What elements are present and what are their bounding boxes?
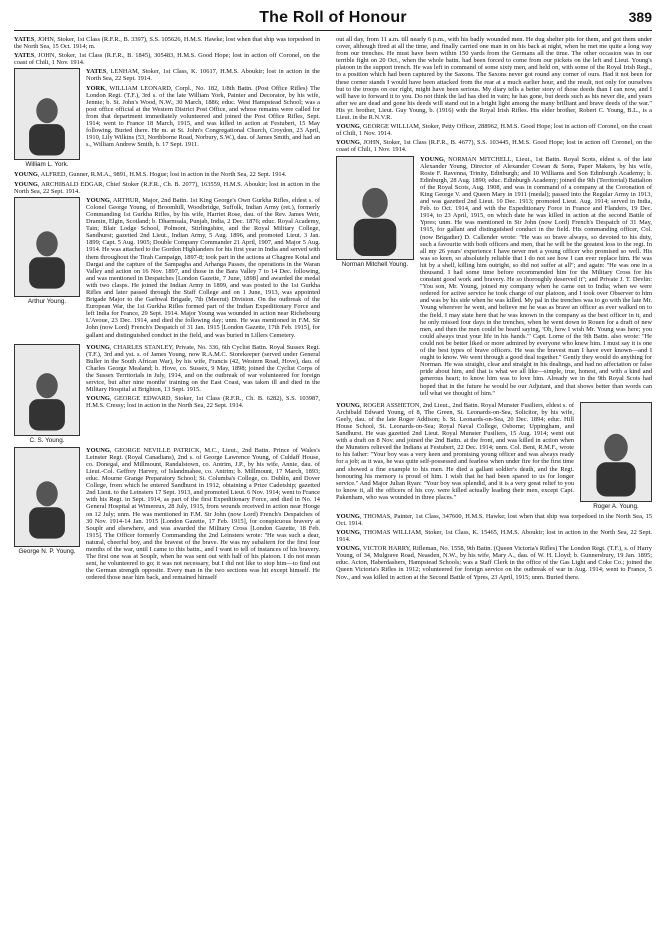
portrait-photo-roger xyxy=(580,402,652,502)
george-photo-wrap xyxy=(14,447,80,584)
george-text-flow xyxy=(86,447,320,584)
portrait-icon xyxy=(25,469,70,545)
entry-yates-john-1: YATES, JOHN, Stoker, 1st Class (R.F.R., B. 3397), S.S. 105626, H.M.S. Hawke; lost when that ship was torpedoed in the North Sea, 15 Oct. 1914; m. xyxy=(14,36,320,51)
entry-york-william: YORK, WILLIAM LEONARD, Corpl., No. 182, 1/8th Battn. (Post Office Rifles) The London Regt. (T.F.), 3rd s. of the late William York, Painter and Decorator, by his wife, Jennie; b. St. John's Wood, N.W., 30 March, 1886; educ. West Hampstead School; was a post office official at the Western District Post Office, and whose remains were called for from that department immediately volunteered and joined the Post Office Rifles, Sept. 1914; went to France 18 March, 1915, and was killed in action at Festubert, 15 May following. Buried there. He m. at St. John's Congregational Church, Croydon, 23 April, 1910, Lily Wilkins (53, Northborne Road, Norbury, S.W.), dau. of James Smith, and had an s., William Andrew Smith, b. 17 Sept. 1911. xyxy=(86,84,320,149)
roger-block xyxy=(336,402,652,510)
york-photo-wrap xyxy=(14,68,80,168)
entry-young-george-neville-cont: out all day, from 11 a.m. till nearly 6 p.m., with his badly wounded men. He dug shelter pits for them, and got them under cover, although fired at all the time, and finally carried one man in on his back at night, when he met me quite a long way from our trenches. He must have been within 150 yards from the Germans all the time. The other occasion was in our terrible fight on 20 Oct., when the whole battn. had been forced to come from our pickets on the left and Lieut. Young's platoon in the support trench. He was left in command of some sixty men, and held on, with some of the Royal Irish Regt., to a position which had been captured by the Saxons. The Saxons never got round any corner of ours. Had it not been for these corner stands I would have been attacked from the rear at a much earlier hour, and the result, not only for ourselves but to the troops on our right, might have been serious. My diary tells a better story of those deeds than I can now, and I will have to forward it to you. Do not think the lad has died in vain; he has gone, but deeds such as his never die, and years after we are dead and gone his deeds will stand out in a bright light among the many brilliant and brave deeds of the war." His yr. brother, Lieut. Guy Young, b. (1916) with the Royal Irish Rifles. His elder brother, Robert C. Young, B.L., is a Lieut. in the R.N.V.R. xyxy=(336,36,652,122)
portrait-icon xyxy=(25,364,70,434)
caption-norman: Norman Mitchell Young. xyxy=(341,260,409,268)
page-number: 389 xyxy=(628,9,652,25)
caption-george: George N. P. Young. xyxy=(18,547,76,555)
portrait-photo-george xyxy=(14,447,80,547)
entry-young-george-neville: YOUNG, GEORGE NEVILLE PATRICK, M.C., Lieut., 2nd Battn. Prince of Wales's Leinster Regt. (Royal Canadians), 2nd s. of George Lawrence Young, of Culdaff House, co. Donegal, and Millmount, Randalstown, co. Antrim, J.P., by his wife, Annie, dau. of Lieut.-Col. Geffrey Harvey, of Islandmahee, co. Antrim; b. Millmount, 17 March, 1893; educ. Mourne Grange Preparatory School; St. Columba's College, co. Dublin, and Dover College, from which he entered Sandhurst in 1912, obtaining a Prize Cadetship; gazetted 2nd Lieut. to the Leinsters 17 Sept. 1913, and promoted Lieut. 6 Nov. 1914; went to France with his Regt. in Sept. 1914, as part of the first Expeditionary Force, and died in No. 14 General Hospital at Wimereux, 28 July, 1915, from wounds received in action near Hooge on 12 July; unm. He was mentioned in F.M. Sir John (now Lord) French's Despatches of 30 Nov. 1914-14 Jan. 1915 [London Gazette, 17 Feb. 1915], for conspicuous bravery at Souplr and elsewhere, and was awarded the Military Cross [London Gazette, 18 Feb. 1915]. The Officer formerly Commanding the 2nd Leinsters wrote: "He was such a dear, natural, cheerful boy, and the bravest of the brave. He was my subaltern for the first four months of the war, until I came to this battn., and I want to tell of instances of his bravery. The first one was at Souplr, when he was sent out with half of his platoon. I do not mean sent, he volunteered to go; it was not necessary, but I did not like to stop him—to find out the German strength opposite. Every man in the two sections was hit except himself. He ordered those near him back, and remained himself xyxy=(86,446,320,582)
norman-text-flow xyxy=(420,156,652,399)
caption-arthur: Arthur Young. xyxy=(27,297,67,305)
arthur-photo-wrap xyxy=(14,197,80,341)
george-block xyxy=(14,447,320,584)
entry-yates-lenham: YATES, LENHAM, Stoker, 1st Class, K. 10617, H.M.S. Aboukir; lost in action in the North Sea, 22 Sept. 1914. xyxy=(86,68,320,83)
portrait-icon xyxy=(348,179,401,259)
cs-text-flow xyxy=(86,344,320,444)
entry-young-george-william: YOUNG, GEORGE WILLIAM, Stoker, Petty Officer, 288962, H.M.S. Good Hope; lost in action off Coronel, on the coast of Chili, 1 Nov. 1914. xyxy=(336,123,652,138)
york-text-flow xyxy=(86,68,320,168)
left-column xyxy=(14,36,320,587)
entry-yates-john-2: YATES, JOHN, Stoker, 1st Class (R.F.R., B. 1845), 305483, H.M.S. Good Hope; lost in action off Coronel, on the coast of Chili, 1 Nov. 1914. xyxy=(14,52,320,67)
roger-text-flow xyxy=(336,402,574,510)
portrait-icon xyxy=(592,424,641,500)
entry-young-john: YOUNG, JOHN, Stoker, 1st Class (R.F.R., B. 4677), S.S. 103445, H.M.S. Good Hope; lost in action off Coronel, on the coast of Chili, 1 Nov. 1914. xyxy=(336,139,652,154)
portrait-icon xyxy=(25,219,70,295)
cs-block xyxy=(14,344,320,444)
portrait-photo-norman xyxy=(336,156,414,260)
page-header xyxy=(14,8,652,31)
entry-young-roger: YOUNG, ROGER ASSHETON, 2nd Lieut., 2nd Battn. Royal Munster Fusiliers, eldest s. of Archibald Edward Young, of 8, The Green, St. Leonards-on-Sea, Solicitor, by his wife, Geely, dau. of the late Roger Addison; b. St. Leonards-on-Sea, 20 Dec. 1894; educ. Hill House School, St. Leonards-on-Sea; Royal Naval College, Osborne; Uppingham, and Sandhurst. He was gazetted 2nd Lieut. Royal Munster Fusiliers, 15 Aug. 1914; went out with a draft on 8 Nov. and joined the 2nd Battn. at the front, and was killed in action when the Munsters relieved the Indians at Festubert, 22 Dec. 1914; unm. Col. Bent, R.M.F., wrote to his father: "Your boy was a very keen and promising young officer and was always ready for a job; as it was, he was quite self-possessed and fearless when under fire for the first time and showed a fine example to his men. He died a gallant soldier's death, and the Regt. honouring his memory is proud of him. I wish that he had been spared to us for longer service." And Major Julian Ryan: "Your boy was splendid, and it is a very great relief to you to know it, all the officers of his coy. were killed actually leading their men, except Capt. Pakenham, who was wounded in three places." xyxy=(336,401,574,501)
arthur-block xyxy=(14,197,320,341)
entry-young-thomas: YOUNG, THOMAS, Painter, 1st Class, 347600, H.M.S. Hawke; lost when that ship was torpedoed in the North Sea, 15 Oct. 1914. xyxy=(336,512,652,527)
norman-block xyxy=(336,156,652,399)
entry-young-thomas-william: YOUNG, THOMAS WILLIAM, Stoker, 1st Class, K. 15465, H.M.S. Aboukir; lost in action in the North Sea, 22 Sept. 1914. xyxy=(336,528,652,544)
entry-young-george-edward: YOUNG, GEORGE EDWARD, Stoker, 1st Class (R.F.R., Ch. B. 6282), S.S. 103987, H.M.S. Cressy; lost in action in the North Sea, 22 Sept. 1914. xyxy=(86,395,320,410)
norman-photo-wrap xyxy=(336,156,414,399)
caption-york: William L. York. xyxy=(25,161,69,169)
entry-young-charles: YOUNG, CHARLES STANLEY, Private, No. 336, 6th Cyclist Battn. Royal Sussex Regt. (T.F.), 3rd and yst. s. of James Young, now R.A.M.C. Storekeeper (served under General Buller in the South African War), by his wife, Francis (42, Western Road, Hove), dau. of Charles George Mealand; b. Hove, co. Sussex, 9 May, 1898; joined the Cyclist Corps of the Sussex Territorials in July, 1914, and on the outbreak of war volunteered for foreign service, but after nine months' training on the East Coast, was taken ill and died in the Military Hospital at Brighton, 13 Sept. 1915. xyxy=(86,343,320,394)
roger-photo-wrap xyxy=(580,402,652,510)
portrait-photo-york xyxy=(14,68,80,160)
entry-young-victor: YOUNG, VICTOR HARRY, Rifleman, No. 1558, 9th Battn. (Queen Victoria's Rifles) The London Regt. (T.F.), s. of Harry Young, of 34, Mulgrave Road, Neasden, N.W., by his wife, Mary A., dau. of W. H. Lloyd; b. Gunnersbury, 19 Jan. 1895; educ. Acton, Haberdashers, Hampstead Schools; was a Staff Clerk in the office of the Gas Light and Coke Co.; joined the Queen Victoria's Rifles in 1912; volunteered for foreign service on the outbreak of war in Aug. 1914; went to France, 5 Nov., and was killed in action at the Second Battle of Ypres, 23 April, 1915; unm. Buried there. xyxy=(336,545,652,581)
right-column xyxy=(336,36,652,583)
caption-roger: Roger A. Young. xyxy=(593,502,639,510)
caption-cs: C. S. Young. xyxy=(29,436,65,444)
york-block xyxy=(14,68,320,168)
arthur-text-flow xyxy=(86,197,320,341)
entry-young-norman: YOUNG, NORMAN MITCHELL, Lieut., 1st Battn. Royal Scots, eldest s. of the late Alexander Young, Director of Alexander Cowan & Sons, Paper Makers, by his wife, Rosie F. Ravenna, Trinity, Edinburgh; and 10 Williams and Son Edinburgh Academy; b. Edinburgh, 28 Aug. 1890; educ. Edinburgh Academy; joined the 9th (Territorial) Battalion of the Royal Scots, Aug. 1908, and was in command of a company at the Coronation of King George V. and Queen Mary in 1911 (medal); passed into the Regular Army in 1913, and was gazetted 2nd Lieut. 10 Dec. 1913; promoted Lieut. Aug. 1914; served in India, Feb. to Oct. 1914, and with the Expeditionary Force in France and Flanders, 19 Dec. 1914, to 23 April, 1915, on which date he was killed in action at the second Battle of Ypres; unm. He was mentioned in Sir John (now Lord) French's Despatch of 31 May, 1915, for gallant and distinguished conduct in the field. His commanding officer, Col. (now Brigadier) D. Callender wrote: "He was so brave always, so devoted to his duty, such a favourite with both officers and men, that he will be the greatest loss to the regt. In all my 26 years' experience I have never met a young officer who promised so well. His was so keen, so absolutely reliable that I do not see how I can ever replace him. He was hit by a shell, killing him outright, so did not suffer at all"; and again: "He was one in a thousand. I had some time before recommended him for the Military Cross for his constant good work and bravery. He so thoroughly deserved it"; and Private J. T. Devlin: "You son, Mr. Young, joined my company when he came out to India; when we were ordered for active service he took charge of our platoon, and I took over Observer to him and was by his side when he was killed. My pal in the trenches was to go with the late Mr. Young wherever he went, and believe me he was as brave an officer as ever walked on to the field. I may state here that he was known in the company as the best officer in it, and he only missed four days in the trenches, when he went down to Rouen for a draft of new men, and then the men could be heard saying, 'Oh, how I wish Mr. Young was here; you could always trust your life in his hands.'" Capt. Lorne of the 9th Battn. also wrote: "He could not be better liked or more admired by everyone who knew him. I must say it is one of the best types of brave officers. He was the bravest man I have ever known—and I ought to know. We went through a good deal together." Gently they would do anything for Norman. He was straight, clear and straight in his dealings, and had no affectation or false pride about him, and that is what we all like—simple, true, honest, and with a kind and generous heart; to know him was to love him. Already we in the 9th Royal Scots had hoped that in the future he would be our Adjutant, and that shows better than words can tell what we thought of him." xyxy=(420,155,652,397)
portrait-photo-arthur xyxy=(14,197,80,297)
page-title: The Roll of Honour xyxy=(259,9,407,26)
entry-young-archibald: YOUNG, ARCHIBALD EDGAR, Chief Stoker (R.F.R., Ch. B. 2077), 163559, H.M.S. Aboukir; lost in action in the North Sea, 22 Sept. 1914. xyxy=(14,180,320,195)
portrait-icon xyxy=(25,89,70,159)
entry-young-alfred: YOUNG, ALFRED, Gunner, R.M.A., 9891, H.M.S. Hogue; lost in action in the North Sea, 22 Sept. 1914. xyxy=(14,171,287,179)
cs-photo-wrap xyxy=(14,344,80,444)
entry-young-arthur: YOUNG, ARTHUR, Major, 2nd Battn. 1st King George's Own Gurkha Rifles, eldest s. of Colonel George Young, of Broomhill, Woodbridge, Suffolk, Indian Army (ret.), formerly Commanding 1st Gurkha Rifles, by his wife, Harriet Rose, dau. of the Rev. James Weir, Dramin, Elgin, Scotland; b. Dharmsala, Punjab, India, 2 Dec. 1876; educ. Royal Academy, Tain; Blair Lodge School, Polmont, Stirlingshire, and the Royal Military College, Sandhurst; gazetted 2nd Lieut., Indian Army, 5 Aug. 1896, and promoted Lieut. 3 Jan. 1899; Capt. 5 Aug. 1905; Double Company Commander 21 April, 1907, and Major 5 Aug. 1914. He was attached to the Gordon Highlanders for his first year in India and served with them throughout the Tirah Campaign, 1897-8; took part in the actions at Chagree Kotal and Dargai and the capture of the Sampagha and Arhanga Passes, the operations in the Waran Valley and action on 16 Nov. 1897, and those in the Bara Valley 7 to 14 Dec. following, and was mentioned in Despatches [London Gazette, 7 June, 1898] and awarded the medal with two clasps. He joined the Indian Army in 1899, and was posted to the 1st Gurkha Rifles and later passed through the Staff College and on 1 June, 1913, was appointed Brigade Major to the Garhwal Brigade, 7th (Meerut) Division. On the outbreak of the European War, the 1st Gurkha Rifles formed part of the Indian Expeditionary Force and left India for France, 29 Sept. 1914. Major Young was wounded in action near Richebourg L'Avoue, 23 Dec. 1914, and died the following day; unm. He was mentioned in F.M. Sir John (now Lord) French's Despatch of 31 Jan. 1915 [London Gazette, 17th Feb. 1915], for gallant and distinguished conduct in the field, and was buried in Lillers Cemetery. xyxy=(86,196,320,339)
portrait-photo-cs xyxy=(14,344,80,436)
